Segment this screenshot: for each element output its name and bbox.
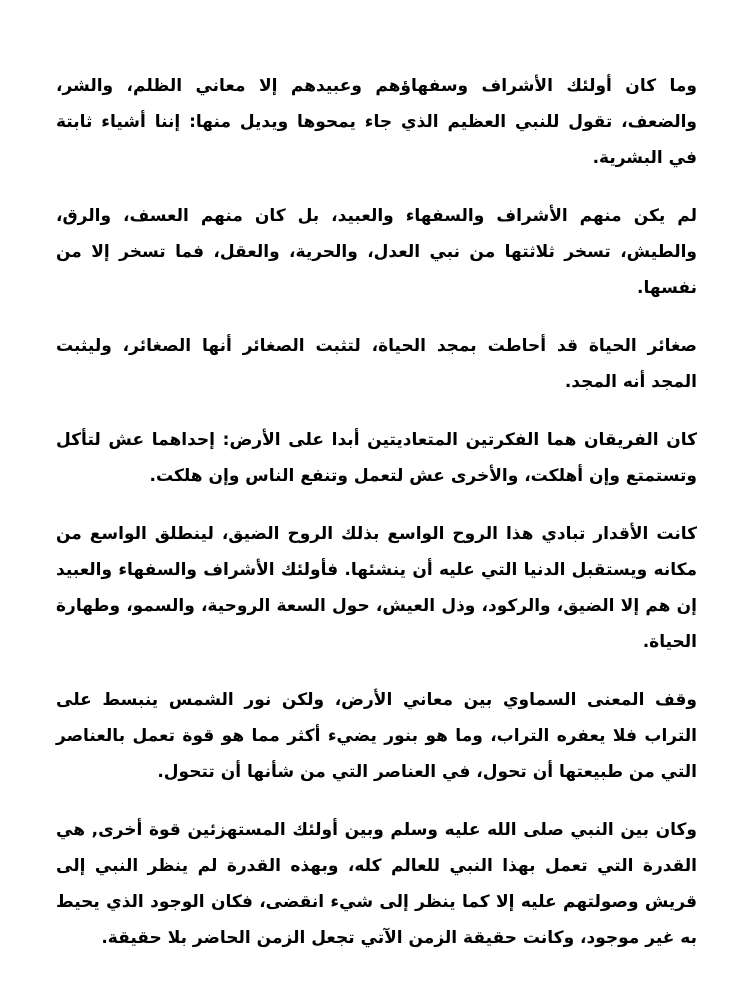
paragraph-2: لم يكن منهم الأشراف والسفهاء والعبيد، بل كان منهم العسف، والرق، والطيش، تسخر ثلاثتها من نبي العدل، والحرية، والعقل، فما تسخر إلا من نفسها.	[56, 206, 697, 298]
paragraph-7: وكان بين النبي صلى الله عليه وسلم وبين أولئك المستهزئين قوة أخرى, هي القدرة التي تعمل بهذا النبي للعالم كله، وبهذه القدرة لم ينظر النبي إلى قريش وصولتهم عليه إلا كما ينظر إلى شيء انقضى، فكان الوجود الذي يحيط به غير موجود، وكانت حقيقة الزمن الآتي تجعل الزمن الحاضر بلا حقيقة.	[56, 820, 697, 948]
paragraph-1: وما كان أولئك الأشراف وسفهاؤهم وعبيدهم إلا معاني الظلم، والشر، والضعف، تقول للنبي العظيم الذي جاء يمحوها ويديل منها: إننا أشياء ثابتة في البشرية.	[56, 76, 697, 168]
paragraph-4: كان الفريقان هما الفكرتين المتعاديتين أبدا على الأرض: إحداهما عش لتأكل وتستمتع وإن أهلكت، والأخرى عش لتعمل وتنفع الناس وإن هلكت.	[56, 430, 697, 486]
paragraph-5: كانت الأقدار تبادي هذا الروح الواسع بذلك الروح الضيق، لينطلق الواسع من مكانه ويستقبل الدنيا التي عليه أن ينشئها. فأولئك الأشراف والسفهاء والعبيد إن هم إلا الضيق، والركود، وذل العيش، حول السعة الروحية، والسمو، وطهارة الحياة.	[56, 524, 697, 652]
paragraph-3: صغائر الحياة قد أحاطت بمجد الحياة، لتثبت الصغائر أنها الصغائر، وليثبت المجد أنه المجد.	[56, 336, 697, 392]
paragraph-6: وقف المعنى السماوي بين معاني الأرض، ولكن نور الشمس ينبسط على التراب فلا يعفره التراب، وما هو بنور يضيء أكثر مما هو قوة تعمل بالعناصر التي من طبيعتها أن تحول، في العناصر التي من شأنها أن تتحول.	[56, 690, 697, 782]
